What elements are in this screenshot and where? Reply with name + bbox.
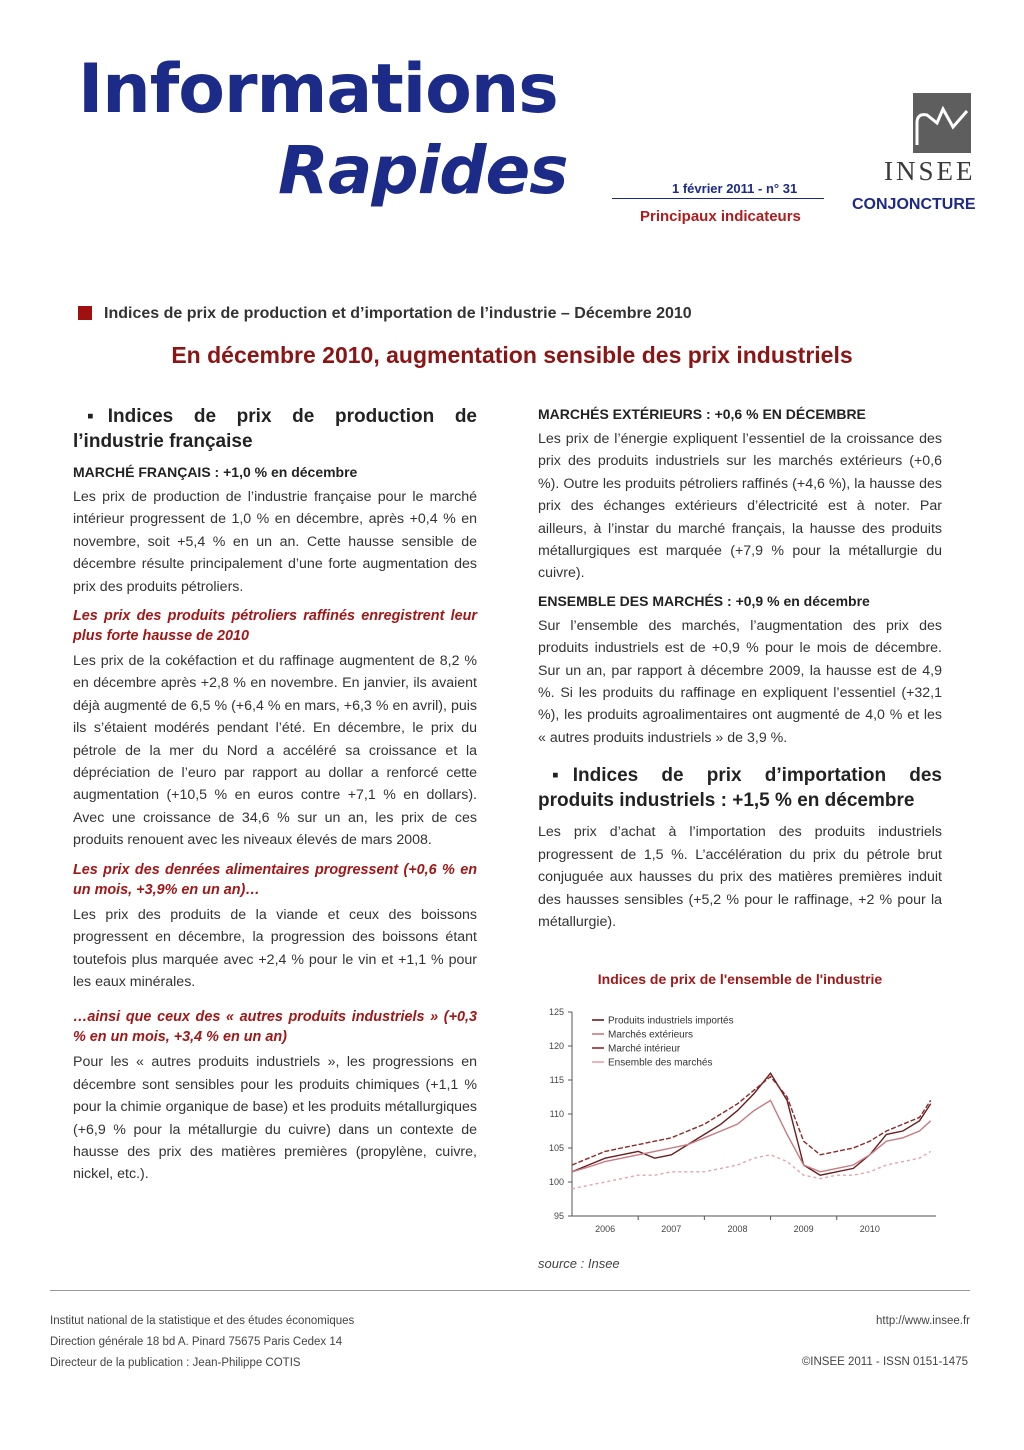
y-tick-label: 120: [548, 1041, 564, 1051]
y-tick-label: 100: [548, 1177, 564, 1187]
brand-title-line1: Informations: [78, 50, 558, 129]
issue-date: 1 février 2011 - n° 31: [672, 181, 798, 196]
source-note: source : Insee: [538, 1256, 620, 1271]
y-tick-label: 125: [548, 1007, 564, 1017]
subhead-marches-exterieurs: MARCHÉS EXTÉRIEURS : +0,6 % EN DÉCEMBRE: [538, 406, 866, 422]
paragraph: Pour les « autres produits industriels », les progressions en décembre sont sensibles pour les produits chimiques (+1,1 % pour la chimie organique de base) et les produits métallurgiques (+6,9 % pour la métallurgie du cuivre) dans un contexte de hausse des prix des matières premières (propylène, cuivre, nickel, etc.).: [73, 1054, 477, 1183]
x-tick-label: 2009: [793, 1224, 814, 1234]
highlight-heading: Les prix des produits pétroliers raffinés enregistrent leur plus forte hausse de 2010: [73, 608, 477, 645]
series-line-3: [572, 1077, 931, 1165]
legend-label: Produits industriels importés: [608, 1015, 734, 1027]
x-tick-label: 2007: [661, 1224, 682, 1234]
main-title: En décembre 2010, augmentation sensible des prix industriels: [171, 342, 853, 368]
paragraph: Les prix de production de l’industrie française pour le marché intérieur progressent de 1,0 % en décembre, après +0,4 % en novembre, soit +5,4 % en un an. Cette hausse sensible de décembre résulte principalement d’une forte augmentation des prix des produits pétroliers.: [73, 489, 477, 595]
y-tick-label: 95: [553, 1211, 564, 1221]
legend-label: Marchés extérieurs: [608, 1029, 694, 1041]
right-column: [538, 404, 942, 939]
header-divider: [612, 198, 824, 199]
paragraph: Les prix de l’énergie expliquent l’essentiel de la croissance des prix des produits industriels sur les marchés extérieurs (+0,6 %). Outre les produits pétroliers raffinés (+4,6 %), la hausse des prix des échanges extérieurs d’électricité est à noter. Par ailleurs, à l’instar du marché français, la hausse des produits métallurgiques est marquée (+7,9 % pour la métallurgie du cuivre).: [538, 431, 942, 582]
price-index-chart: [532, 998, 944, 1248]
footer-address: Direction générale 18 bd A. Pinard 75675 Paris Cedex 14: [50, 1336, 343, 1348]
kicker-square-icon: [78, 306, 92, 320]
paragraph: Les prix d’achat à l’importation des produits industriels progressent de 1,5 %. L’accélération du prix du pétrole brut conjuguée aux hausses du prix des matières premières induit des hausses sensibles (+5,2 % pour le raffinage, +2 % pour la métallurgie).: [538, 824, 942, 930]
bullet-icon: ▪: [87, 406, 94, 427]
section-heading-production: [73, 404, 477, 454]
footer-institution: Institut national de la statistique et des études économiques: [50, 1315, 355, 1327]
legend-label: Ensemble des marchés: [608, 1057, 713, 1069]
paragraph: Sur l’ensemble des marchés, l’augmentation des prix des produits industriels est de +0,9 % pour le mois de décembre. Sur un an, par rapport à décembre 2009, la hausse est de 4,9 %. Si les produits du raffinage en expliquent l’essentiel (+32,1 %), les produits agroalimentaires ont augmenté de 4,0 % et les « autres produits industriels » de 3,9 %.: [538, 617, 942, 746]
highlight-heading: Les prix des denrées alimentaires progressent (+0,6 % en un mois, +3,9% en un an)…: [73, 861, 477, 898]
x-tick-label: 2006: [595, 1224, 616, 1234]
section-heading-text: Indices de prix d’importation des produits industriels : +1,5 % en décembre: [538, 765, 942, 812]
org-name: INSEE: [884, 156, 976, 186]
bullet-icon: ▪: [552, 765, 559, 787]
section-heading-importation: [538, 763, 942, 813]
chart-title: Indices de prix de l'ensemble de l'industrie: [597, 971, 883, 987]
y-tick-label: 115: [549, 1075, 564, 1085]
footer-director: Directeur de la publication : Jean-Philippe COTIS: [50, 1357, 301, 1369]
y-tick-label: 105: [548, 1143, 564, 1153]
highlight-heading: …ainsi que ceux des « autres produits industriels » (+0,3 % en un mois, +3,4 % en un an): [73, 1009, 477, 1046]
legend-label: Marché intérieur: [608, 1043, 681, 1055]
left-column: [73, 404, 477, 1192]
footer-copyright: ©INSEE 2011 - ISSN 0151-1475: [801, 1356, 968, 1368]
footer-divider: [50, 1290, 970, 1291]
x-tick-label: 2008: [727, 1224, 748, 1234]
brand-title-line2: Rapides: [278, 132, 568, 209]
subhead-marche-francais: MARCHÉ FRANÇAIS : +1,0 % en décembre: [73, 464, 358, 480]
paragraph: Les prix de la cokéfaction et du raffinage augmentent de 8,2 % en décembre après +2,8 % en novembre. En janvier, ils avaient déjà augmenté de 6,5 % (+6,4 % en mars, +6,3 % en avril), puis ils s’étaient modérés pendant l’été. En décembre, le prix du pétrole de la mer du Nord a accéléré sa croissance et la dépréciation de l’euro par rapport au dollar a renforcé cette augmentation (+10,5 % en euros contre +7,1 % en dollars). Avec une croissance de 34,6 % sur un an, les prix de ces produits renouent avec les niveaux élevés de mars 2008.: [73, 653, 477, 849]
subhead-ensemble-marches: ENSEMBLE DES MARCHÉS : +0,9 % en décembre: [538, 592, 870, 609]
kicker: Indices de prix de production et d’importation de l’industrie – Décembre 2010: [104, 305, 692, 322]
section-heading-text: Indices de prix de production de l’industrie française: [73, 406, 477, 452]
x-tick-label: 2010: [859, 1224, 880, 1234]
publication-series: Principaux indicateurs: [640, 208, 801, 225]
series-line-2: [572, 1100, 931, 1171]
section-label: CONJONCTURE: [852, 196, 976, 213]
paragraph: Les prix des produits de la viande et ceux des boissons progressent en décembre, la progression des boissons étant toutefois plus marquée avec +2,4 % pour le vin et +1,1 % pour les eaux minérales.: [73, 906, 477, 990]
footer-url-link[interactable]: http://www.insee.fr: [876, 1315, 970, 1327]
y-tick-label: 110: [549, 1109, 564, 1119]
insee-logo-icon: [913, 93, 971, 153]
